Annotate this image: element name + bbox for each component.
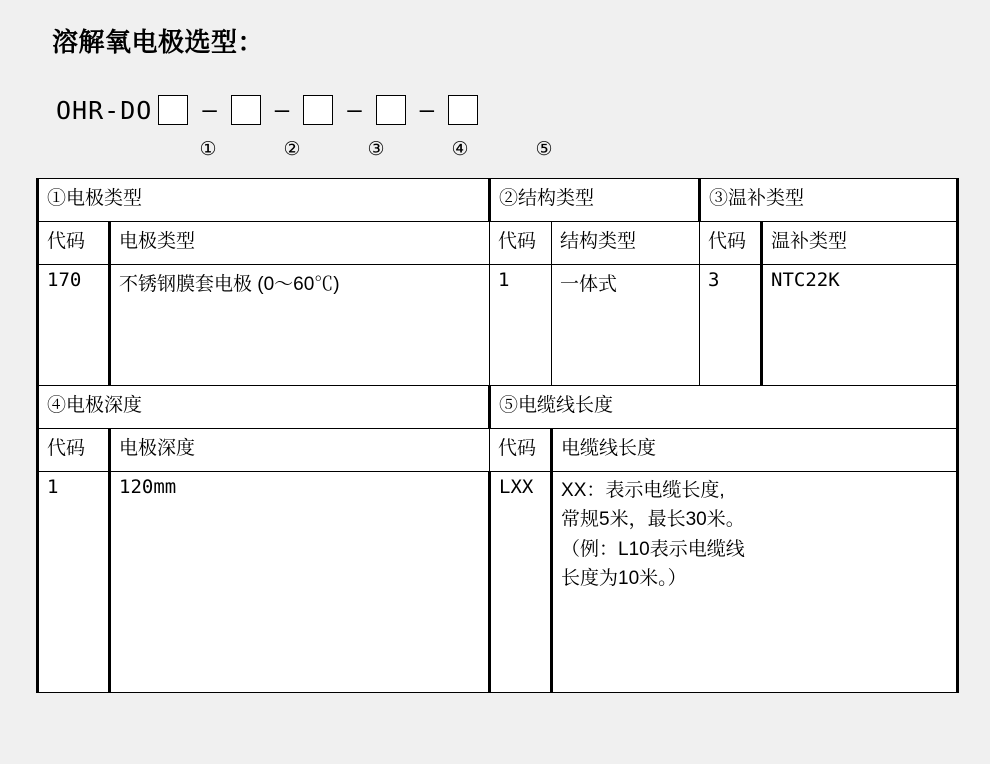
value-code-cable-length: LXX <box>490 472 552 693</box>
mark-2: ② <box>283 139 301 160</box>
table-row <box>38 179 958 222</box>
value-code-electrode-depth: 1 <box>38 472 110 693</box>
value-name-temp-comp-type: NTC22K <box>762 265 958 386</box>
table-row <box>38 222 958 265</box>
col-name-temp-comp-type: 温补类型 <box>762 222 958 265</box>
value-code-structure-type: 1 <box>490 265 552 386</box>
dash-2: — <box>274 96 290 124</box>
col-name-cable-length: 电缆线长度 <box>552 429 958 472</box>
col-name-electrode-depth: 电极深度 <box>110 429 490 472</box>
cable-length-line-3: （例：L10表示电缆线 <box>561 538 745 560</box>
cable-length-line-2: 常规5米，最长30米。 <box>561 509 745 531</box>
model-prefix: OHR-DO <box>56 95 153 125</box>
header-electrode-depth: ④电极深度 <box>38 386 490 429</box>
col-code-electrode-depth: 代码 <box>38 429 110 472</box>
dash-1: — <box>202 96 217 124</box>
col-code-cable-length: 代码 <box>490 429 552 472</box>
header-electrode-type: ①电极类型 <box>38 179 490 222</box>
col-code-electrode-type: 代码 <box>38 222 110 265</box>
cable-length-line-1: XX：表示电缆长度, <box>561 480 725 501</box>
mark-3: ③ <box>367 139 385 160</box>
page-title: 溶解氧电极选型： <box>52 27 265 57</box>
table-row <box>38 265 958 386</box>
model-code-line <box>56 90 478 130</box>
header-structure-type: ②结构类型 <box>490 179 700 222</box>
col-code-temp-comp-type: 代码 <box>700 222 762 265</box>
table-row <box>38 386 958 429</box>
code-box-4[interactable] <box>376 95 406 125</box>
header-temp-comp-type: ③温补类型 <box>700 179 958 222</box>
col-name-electrode-type: 电极类型 <box>110 222 490 265</box>
value-code-temp-comp-type: 3 <box>700 265 762 386</box>
code-box-3[interactable] <box>303 95 333 125</box>
code-box-2[interactable] <box>231 95 261 125</box>
dash-4: — <box>419 96 435 124</box>
code-box-5[interactable] <box>448 95 478 125</box>
mark-4: ④ <box>451 139 469 160</box>
spec-table <box>36 178 959 693</box>
col-code-structure-type: 代码 <box>490 222 552 265</box>
col-name-structure-type: 结构类型 <box>552 222 700 265</box>
table-row <box>38 429 958 472</box>
value-code-electrode-type: 170 <box>38 265 110 386</box>
code-box-1[interactable] <box>158 95 188 125</box>
cable-length-line-4: 长度为10米。） <box>561 568 687 590</box>
value-name-cable-length <box>552 472 958 693</box>
value-name-electrode-depth: 120mm <box>110 472 490 693</box>
value-name-structure-type: 一体式 <box>552 265 700 386</box>
dash-3: — <box>347 96 362 124</box>
value-name-electrode-type: 不锈钢膜套电极 (0～60℃) <box>110 265 490 386</box>
mark-1: ① <box>199 139 217 160</box>
spec-table-wrap <box>36 178 956 693</box>
header-cable-length: ⑤电缆线长度 <box>490 386 958 429</box>
mark-5: ⑤ <box>535 139 553 160</box>
table-row <box>38 472 958 693</box>
